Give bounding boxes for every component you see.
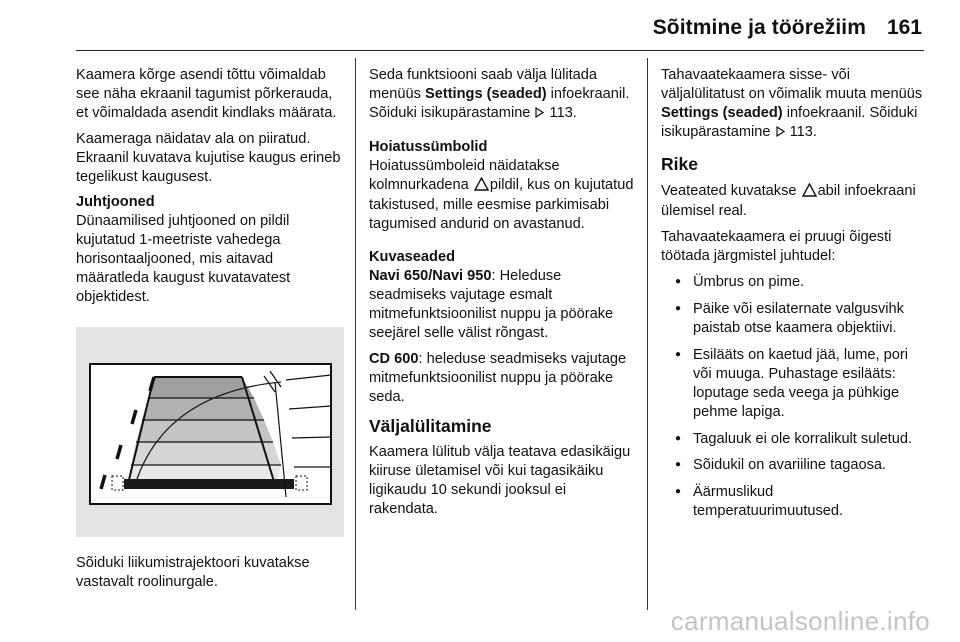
header-rule [76, 50, 924, 51]
paragraph: Navi 650/Navi 950: Heleduse seadmiseks vajutage esmalt mitmefunktsioonilist nuppu ja pöörake seejärel selle välist rõngast. [369, 268, 614, 341]
list-item: ● Ümbrus on pime. [661, 273, 927, 292]
section-heading-kuvaseaded: Kuvaseaded [369, 249, 455, 266]
paragraph: Kaameraga näidatav ala on piiratud. Ekraanil kuvatava kujutise kaugus erineb tegelikust kaugusest. [76, 130, 341, 185]
menu-setting-name: Settings (seaded) [424, 85, 547, 102]
list-item: ● Päike või esilaternate valgusvihk paistab otse kaamera objektiivi. [661, 300, 927, 338]
guideline-illustration [76, 327, 344, 537]
menu-setting-name: Settings (seaded) [661, 104, 783, 121]
section-heading-valjalulitamine: Väljalülitamine [369, 415, 492, 436]
page-reference: 113. [789, 123, 817, 140]
figure-caption: Sõiduki liikumistrajektoori kuvatakse vastavalt roolinurgale. [76, 554, 310, 590]
section-heading-hoiatussumbolid: Hoiatussümbolid [369, 138, 488, 155]
paragraph: Dünaamilised juhtjooned on pildil kujutatud 1-meetriste vahedega horisontaaljooned, mis aitavad määratleda kaugust kuvatavatest objektidest. [76, 213, 291, 305]
page-number: 161 [886, 16, 922, 39]
fault-conditions-list [661, 273, 927, 521]
section-heading-juhtjooned: Juhtjooned [76, 194, 155, 211]
paragraph: Tahavaatekaamera sisse- või väljalülitatust on võimalik muuta menüüs Settings (seaded) infoekraanil. Sõiduki isikupärastamine 113. [661, 66, 927, 143]
camera-guideline-figure [76, 327, 344, 537]
paragraph: Kaamera lülitub välja teatava edasikäigu kiiruse ületamisel või kui tagasikäiku ligikaudu 10 sekundi jooksul ei rakendata. [369, 444, 631, 518]
paragraph: CD 600: heleduse seadmiseks vajutage mitmefunktsioonilist nuppu ja pöörake seda. [369, 350, 627, 405]
list-item: ● Sõidukil on avariiline tagaosa. [661, 456, 927, 475]
paragraph: Tahavaatekaamera ei pruugi õigesti töötada järgmistel juhtudel: [661, 229, 892, 265]
list-item: ● Tagaluuk ei ole korralikult suletud. [661, 430, 927, 449]
page-reference-arrow-icon [535, 105, 544, 124]
device-name: Navi 650/Navi 950 [369, 268, 492, 285]
warning-triangle-icon [802, 183, 817, 203]
list-item: ● Esilääts on kaetud jää, lume, pori või muuga. Puhastage esilääts: loputage seda veega ja pühkige pehme lapiga. [661, 346, 927, 422]
device-name: CD 600 [369, 350, 419, 367]
page-reference-arrow-icon [776, 124, 785, 143]
warning-triangle-icon [474, 177, 489, 197]
paragraph: Veateated kuvatakse abil infoekraani ülemisel real. [661, 182, 916, 220]
column-1 [76, 66, 344, 599]
paragraph: Kaamera kõrge asendi tõttu võimaldab see näha ekraanil tagumist põrkerauda, et võimaldada asendit kindlaks määrata. [76, 67, 337, 121]
watermark: carmanualsonline.info [670, 606, 930, 636]
page-header-title: Sõitmine ja töörežiim [652, 16, 866, 39]
paragraph: Hoiatussümboleid näidatakse kolmnurkadena pildil, kus on kujutatud takistused, mille eesmise parkimisabi tagumised andurid on avastanud. [369, 157, 634, 233]
column-2 [369, 66, 635, 526]
list-item: ● Äärmuslikud temperatuurimuutused. [661, 483, 927, 521]
section-heading-rike: Rike [661, 153, 698, 174]
column-divider-1 [355, 58, 356, 610]
page-reference: 113. [549, 104, 577, 121]
paragraph: Seda funktsiooni saab välja lülitada menüüs Settings (seaded) infoekraanil. Sõiduki isikupärastamine 113. [369, 66, 635, 124]
column-divider-2 [647, 58, 648, 610]
page-header [0, 0, 960, 58]
column-3 [661, 66, 927, 529]
